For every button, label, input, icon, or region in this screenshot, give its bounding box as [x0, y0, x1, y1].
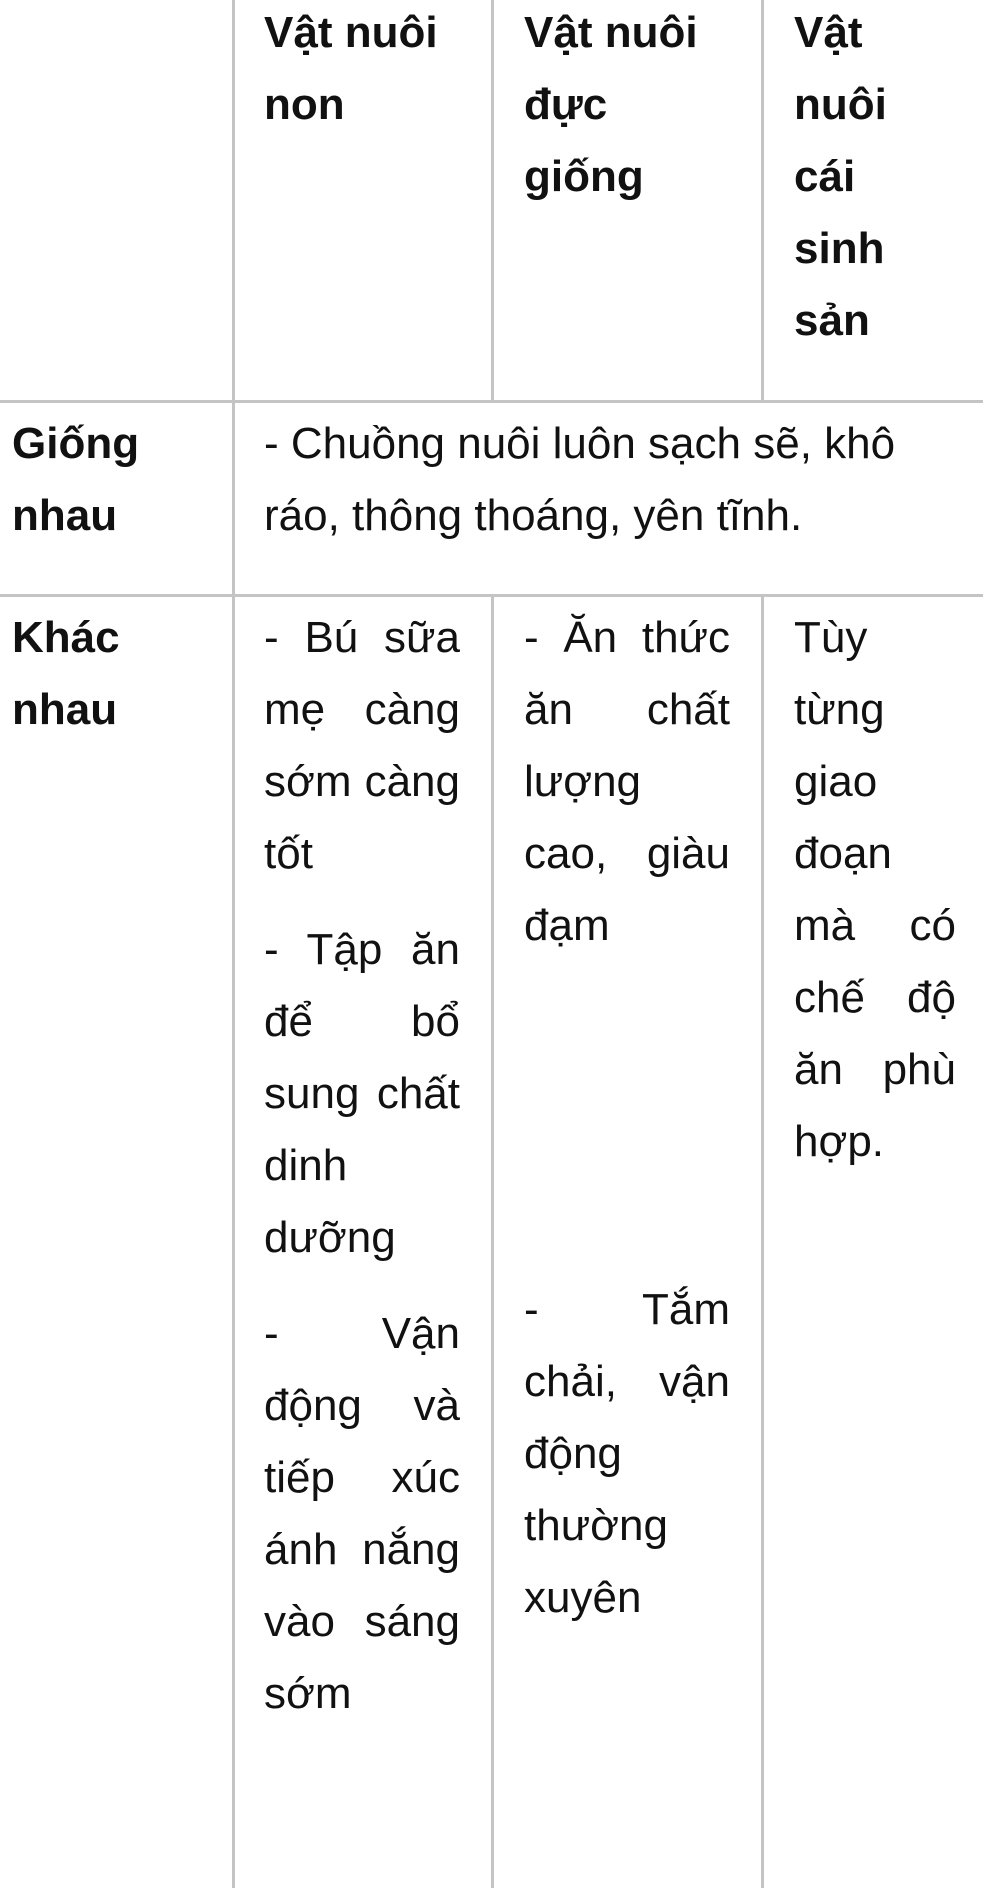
different-col2-item: - Ăn thức ăn chất lượng cao, giàu đạm	[524, 613, 730, 950]
similar-description: - Chuồng nuôi luôn sạch sẽ, khô ráo, thông thoáng, yên tĩnh.	[264, 419, 896, 540]
different-col1-cell	[264, 602, 460, 1730]
column-divider	[761, 0, 764, 1888]
row-label-giong-nhau	[12, 408, 212, 552]
different-col3-item: Tùy từng giao đoạn mà có chế độ ăn phù hợp.	[794, 613, 956, 1166]
similar-description-cell	[264, 408, 964, 552]
row-similar-label: Giống nhau	[12, 419, 140, 540]
row-label-khac-nhau	[12, 602, 212, 746]
different-col1-item: - Tập ăn để bổ sung chất dinh dưỡng	[264, 925, 460, 1262]
header-vat-nuoi-non	[264, 0, 460, 141]
header-col3-text: Vật nuôi cái sinh sản	[794, 8, 887, 345]
row-different-label: Khác nhau	[12, 613, 120, 734]
header-vat-nuoi-cai-sinh-san	[794, 0, 954, 357]
different-col1-item: - Bú sữa mẹ càng sớm càng tốt	[264, 613, 460, 878]
different-col3-cell	[794, 602, 956, 1178]
row-divider	[0, 594, 983, 597]
different-col1-item: - Vận động và tiếp xúc ánh nắng vào sáng sớm	[264, 1309, 460, 1718]
header-col1-text: Vật nuôi non	[264, 8, 438, 129]
header-col2-text: Vật nuôi đực giống	[524, 8, 698, 201]
different-col2-item: - Tắm chải, vận động thường xuyên	[524, 1285, 730, 1622]
column-divider	[232, 0, 235, 1888]
different-col2-cell	[524, 602, 730, 1634]
header-vat-nuoi-duc-giong	[524, 0, 730, 213]
column-divider	[491, 0, 494, 1888]
